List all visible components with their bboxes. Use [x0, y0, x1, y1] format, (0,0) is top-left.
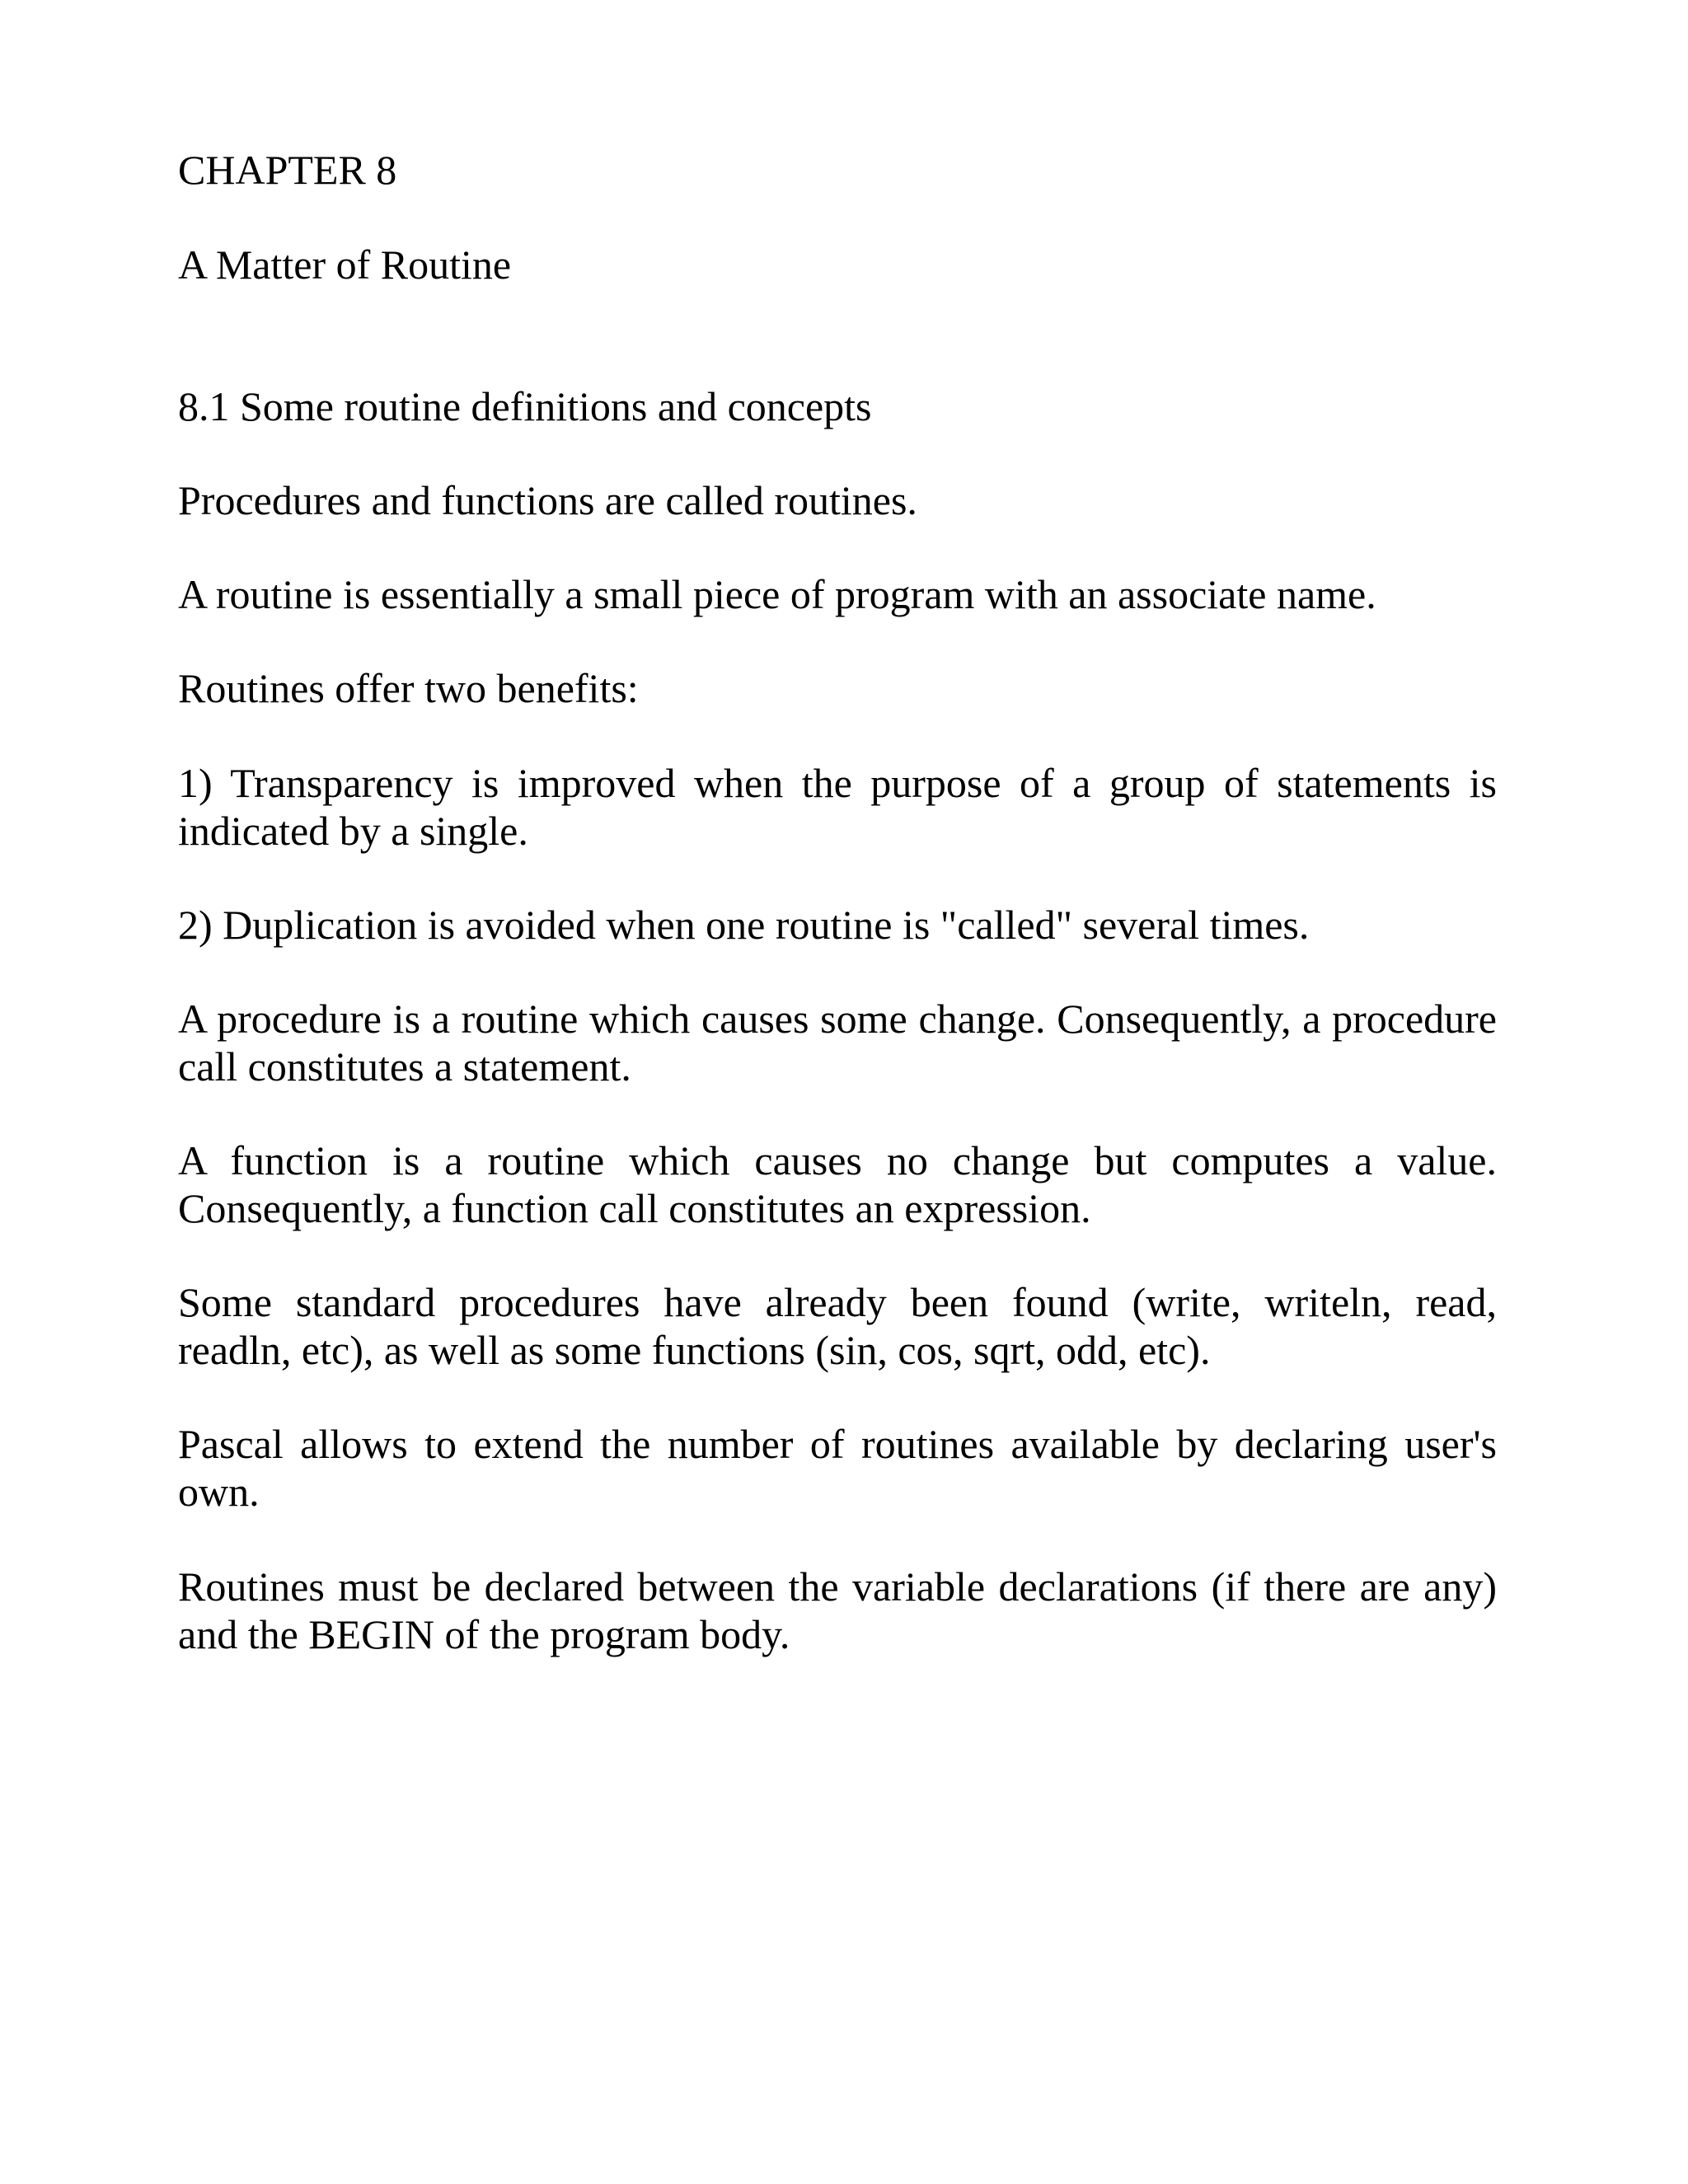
paragraph: Pascal allows to extend the number of routines available by declaring user's own.: [178, 1421, 1497, 1515]
paragraph: A procedure is a routine which causes some change. Consequently, a procedure call constitutes a statement.: [178, 996, 1497, 1090]
list-item: 2) Duplication is avoided when one routine is "called" several times.: [178, 902, 1310, 948]
paragraph: Routines must be declared between the variable declarations (if there are any) and the BEGIN of the program body.: [178, 1563, 1497, 1657]
chapter-label: CHAPTER 8: [178, 147, 397, 193]
chapter-title: A Matter of Routine: [178, 241, 512, 288]
paragraph: A function is a routine which causes no change but computes a value. Consequently, a function call constitutes an expression.: [178, 1137, 1497, 1231]
paragraph: Procedures and functions are called routines.: [178, 477, 917, 523]
paragraph: Some standard procedures have already been found (write, writeln, read, readln, etc), as well as some functions (sin, cos, sqrt, odd, etc).: [178, 1279, 1497, 1373]
list-item: 1) Transparency is improved when the purpose of a group of statements is indicated by a single.: [178, 760, 1497, 854]
section-heading: 8.1 Some routine definitions and concepts: [178, 383, 872, 429]
paragraph: A routine is essentially a small piece of program with an associate name.: [178, 571, 1376, 617]
paragraph: Routines offer two benefits:: [178, 665, 639, 711]
